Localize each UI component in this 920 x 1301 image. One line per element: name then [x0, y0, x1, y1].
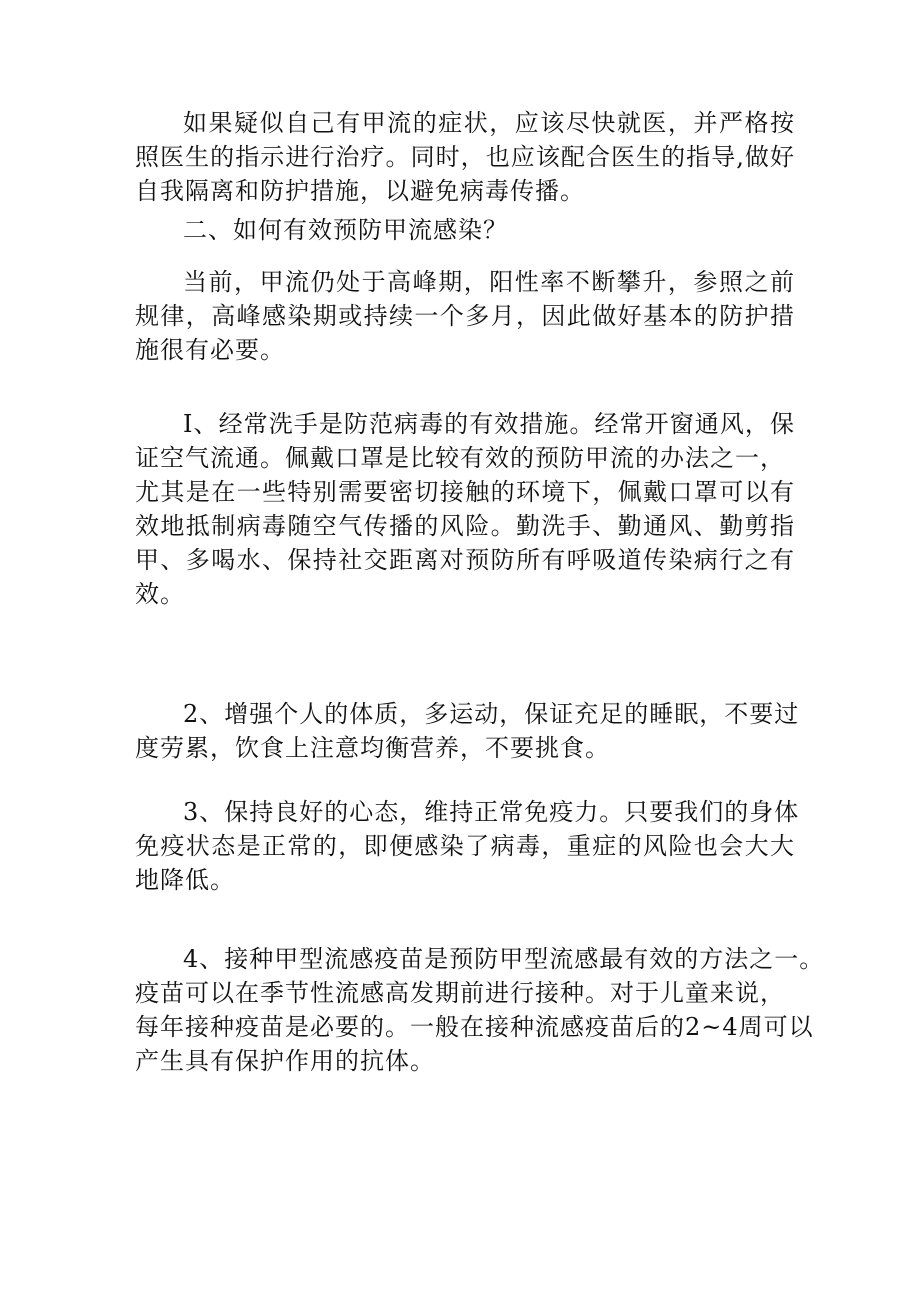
section-heading-text: 二、如何有效预防甲流感染？ — [183, 216, 508, 244]
list-item-mental-state — [135, 795, 800, 897]
paragraph-line: 免疫状态是正常的，即便感染了病毒，重症的风险也会大大 — [135, 832, 795, 860]
paragraph-line: 效。 — [135, 580, 185, 608]
paragraph-line: 疫苗可以在季节性流感高发期前进行接种。对于儿童来说， — [135, 979, 785, 1007]
paragraph-line: 自我隔离和防护措施，以避免病毒传播。 — [135, 177, 585, 205]
section-heading-prevention — [135, 213, 795, 247]
paragraph-line: 3、保持良好的心态，维持正常免疫力。只要我们的身体 — [183, 798, 800, 826]
paragraph-line: 地降低。 — [135, 866, 235, 894]
paragraph-line: 证空气流通。佩戴口罩是比较有效的预防甲流的办法之一， — [135, 444, 785, 472]
list-item-vaccination — [135, 942, 825, 1078]
paragraph-line: 尤其是在一些特别需要密切接触的环境下，佩戴口罩可以有 — [135, 478, 795, 506]
list-item-hand-washing — [135, 407, 795, 611]
paragraph-line: 产生具有保护作用的抗体。 — [135, 1047, 435, 1075]
paragraph-line: 当前，甲流仍处于高峰期，阳性率不断攀升，参照之前 — [183, 268, 795, 296]
paragraph-line: 如果疑似自己有甲流的症状，应该尽快就医，并严格按 — [183, 109, 795, 137]
paragraph-line: 每年接种疫苗是必要的。一般在接种流感疫苗后的2~4周可以 — [135, 1013, 814, 1041]
paragraph-line: 效地抵制病毒随空气传播的风险。勤洗手、勤通风、勤剪指 — [135, 512, 795, 540]
paragraph-line: 规律，高峰感染期或持续一个多月，因此做好基本的防护措 — [135, 302, 795, 330]
paragraph-line: 照医生的指示进行治疗。同时，也应该配合医生的指导,做好 — [135, 143, 795, 171]
paragraph-line: 施很有必要。 — [135, 336, 285, 364]
paragraph-current-situation — [135, 265, 795, 367]
paragraph-line: 2、增强个人的体质，多运动，保证充足的睡眠，不要过 — [183, 700, 800, 728]
paragraph-line: 4、接种甲型流感疫苗是预防甲型流感最有效的方法之一。 — [183, 945, 825, 973]
paragraph-line: 甲、多喝水、保持社交距离对预防所有呼吸道传染病行之有 — [135, 546, 795, 574]
paragraph-line: I、经常洗手是防范病毒的有效措施。经常开窗通风，保 — [183, 410, 795, 438]
paragraph-line: 度劳累，饮食上注意均衡营养，不要挑食。 — [135, 734, 610, 762]
list-item-physical-fitness — [135, 697, 800, 765]
paragraph-seek-medical-care — [135, 106, 795, 208]
